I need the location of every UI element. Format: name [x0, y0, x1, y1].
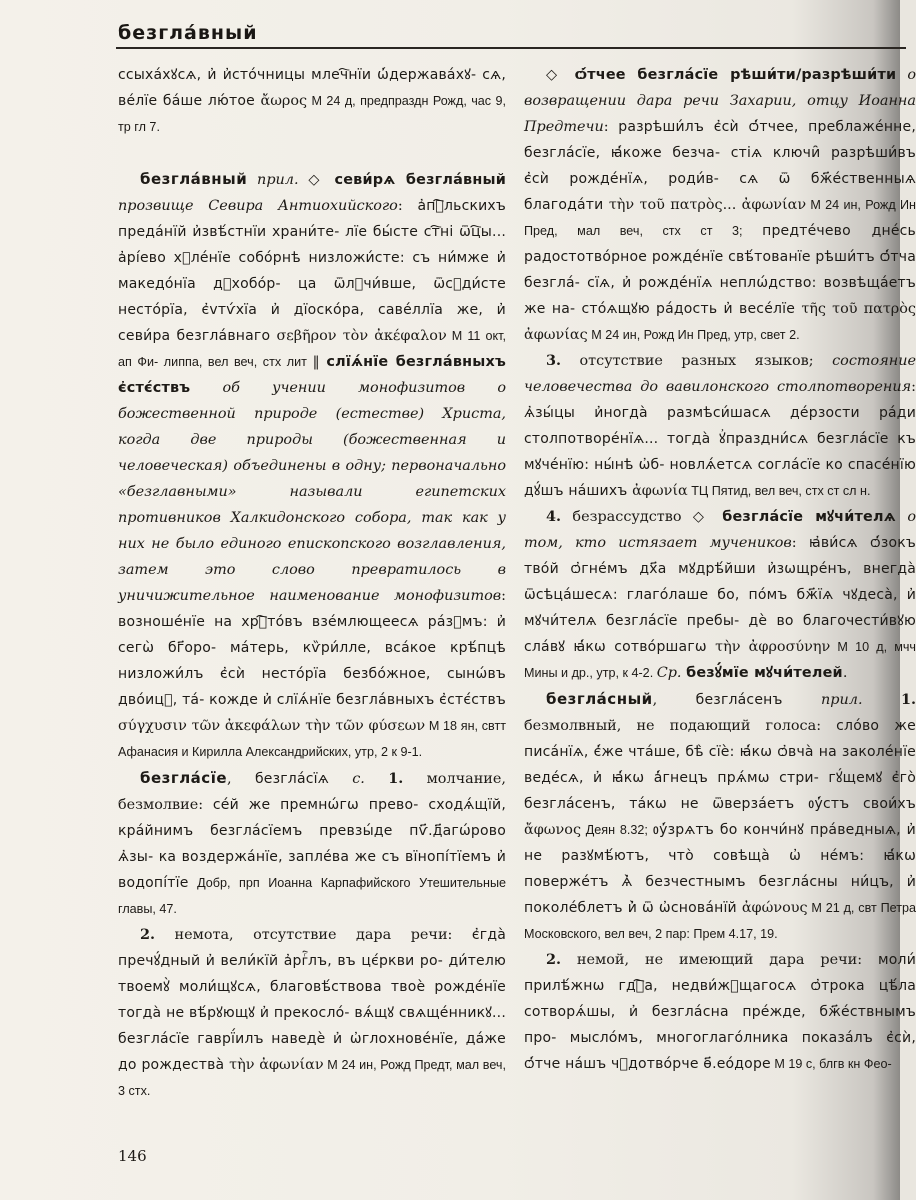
right-column: [524, 62, 916, 1077]
church-slavonic-quote: ꙗ҆ви́сѧ ѻ҆́зокъ тво́й ѻ҆гне́мъ дх҃а мꙋдрѣ́йши и҆зѡщре́нъ, внегда̀ ѿсѣца́шесѧ: глаго́лаше бо, по́мъ бж҃їѧ чꙋдеса̀, и҆ мꙋчи́телѧ безгла́сїе пребы- дѐ во благочести́вꙋю сла́вꙋ ꙗ҆́кѡ сотво́ршагѡ: [524, 535, 916, 655]
entry-bezglasie-sense-1: [118, 765, 506, 922]
definition-italic: об учении монофизитов о божественной природе (естестве) Христа, когда две природы (божественная и человеческая) объединены в одну; первоначально «безглавными» называли египетских противников Халкидонского собора, так как у них не было единого епископского возглавления, затем это слово превратилось в уничижительное наименование монофизитов: [118, 380, 506, 604]
entry-continuation: [118, 62, 506, 140]
greek-equivalent: σύγχυσιν τῶν ἀκεφάλων τὴν τῶν φύσεων: [118, 718, 426, 734]
entry-bezglasie-sense-3: [524, 348, 916, 504]
sense-number: 2.: [140, 926, 156, 943]
source-citation: М 18 ян, свтт Афанасия и Кирилла Александрийских, утр, 2 к 9-1.: [118, 719, 506, 759]
greek-equivalent: τὴν ἀφροσύνην: [715, 639, 831, 655]
left-column: [118, 62, 506, 1104]
sense-number: 1.: [900, 691, 916, 708]
church-slavonic-quote: предте́чево дне́сь радостотво́рное рожде́нїе свѣ́тованїе рѣши́тъ ѻ҆́тча безгла́- сїѧ, и҆ рожде́нїѧ неплѡ́дство: возвѣща́етъ же на- сто́ѧщꙋю ра́дость и҆ весе́лїе: [524, 223, 916, 317]
entry-bezglasny-sense-2: [524, 947, 916, 1077]
church-slavonic-phrase: безꙋ́мїе мꙋчи́телей: [686, 665, 843, 681]
plain-text: ◇: [308, 172, 335, 188]
plain-text: :: [501, 588, 506, 604]
entry-bezglasny-sense-1: [524, 686, 916, 947]
greek-equivalent: σεβῆρον τὸν ἀκέφαλον: [276, 328, 447, 344]
headword: безгла́вный: [140, 170, 248, 188]
source-citation: М 24 д, предпраздн Рожд, час 9, тр гл 7.: [118, 94, 506, 134]
sense-number: 1.: [388, 770, 404, 787]
greek-equivalent: τὴν ἀφωνίαν: [229, 1057, 324, 1073]
church-slavonic-quote: безгла́сенъ: [695, 692, 783, 708]
greek-equivalent: ἄφωνος: [524, 822, 582, 838]
church-slavonic-quote: ᲂу҆́зрѧтъ бо кончи́нꙋ пра́ведныѧ, и҆ не разꙋмѣ́ютъ, что̀ совѣща̀ ѡ҆ не́мъ: ꙗ҆́кѡ поверже́тъ ѧ҆̀ безчестнымъ безгла́сны ни́цъ, и҆ поколе́блетъ и҆̀ ѿ ѡ҆снова́нїй: [524, 822, 916, 916]
church-slavonic-quote: ссыха́хꙋсѧ, и҆ и҆сто́чницы млеч҇нїи ѡ҆́держава́хꙋ- сѧ, ве́лїе ба́ше лю́тое: [118, 67, 506, 109]
plain-text: молчание, безмолвие:: [118, 771, 506, 813]
source-citation: М 21 д, свт Петра Московского, вел веч, 2 пар: Прем 4.17, 19.: [524, 901, 916, 941]
plain-text: :: [911, 379, 916, 395]
definition-italic: прил.: [782, 692, 901, 708]
entry-bezglasie-sense-2: [118, 922, 506, 1104]
church-slavonic-quote: а҆пⷭ҇льскихъ преда́нїй и҆звѣ́стнїи храни́те- лїе бы́сте ст҇ні ѿц҇ы... а҆рі́ево хꙋле́нїе собо́рнѣ низложи́сте: съ ни́мже и҆ македо́нїа дꙋхобо́р- ца ѿлꙋчи́вше, ѿсꙋди́сте несто́рїа, є҆vтѵ́хїа и҆ дїоско́ра, саве́ллїа же, и҆ севи́ра безгла́внаго: [118, 198, 506, 344]
sense-number: 4.: [546, 508, 562, 525]
church-slavonic-quote: сло́во же писа́нїѧ, є҆́же чта́ше, бѣ̀ сїѐ: ꙗ҆́кѡ ѻ҆вча̀ на заколе́нїе веде́сѧ, и҆ ꙗ҆́кѡ а҆́гнецъ прѧ́мѡ стри- гꙋ́щемꙋ є҆го̀ безгла́сенъ, та́кѡ не ѿверза́етъ ᲂу҆́стъ свои́хъ: [524, 718, 916, 812]
source-citation: М 19 с, блгв кн Фео-: [770, 1057, 892, 1071]
sense-number: 2.: [546, 951, 562, 968]
church-slavonic-phrase: безгла́сїе мꙋчи́телѧ: [722, 509, 896, 525]
running-head: безгла́вный: [118, 22, 258, 44]
source-citation: М 24 ин, Рожд Предт, мал веч, 3 стх.: [118, 1058, 506, 1098]
headword: безгла́сїе: [140, 769, 228, 787]
plain-text: .: [842, 665, 848, 681]
source-citation: М 10 д, мчч Мины и др., утр, к 4-2.: [524, 640, 916, 680]
plain-text: ‖: [312, 354, 327, 370]
definition-italic: с.: [328, 771, 389, 787]
source-citation: М 24 ин, Рожд Ин Пред, утр, свет 2.: [587, 328, 800, 342]
plain-text: безмолвный, не подающий голоса:: [524, 718, 837, 734]
plain-text: ,: [227, 771, 255, 787]
source-citation: Добр, прп Иоанна Карпафийского Утешительные главы, 47.: [118, 876, 506, 916]
plain-text: немота, отсутствие дара речи:: [155, 927, 472, 943]
church-slavonic-quote: моли́ прилѣ́жнѡ гдⷭ҇а, недви́жꙋщагосѧ ѻ҆трока цѣ́ла сотворѧ́шы, и҆ безгла́сна пре́жде, бж҃е́ствнымъ про- мысло́мъ, многоглаго́лника показа́лъ є҆сѝ, ѻ҆́тче на́шъ чꙋдотво́рче ѳ҃.ео́доре: [524, 952, 916, 1072]
church-slavonic-quote: є҆гда̀ пречꙋ́дный и҆ вели́кїй а҆ргⷢ҇лъ, въ цє́ркви ро- ди́телю твоемꙋ̀ моли́щꙋсѧ, благовѣ́ствова твоѐ рожде́нїе тогда̀ не вѣ́рꙋющꙋ и҆ прекосло́- вѧ́щꙋ свѧще́нникꙋ... безгла́сїе гаврї́илъ наведѐ и҆ ѡ҆глохнове́нїе, да́же до рождества̀: [118, 927, 506, 1073]
plain-text: :: [791, 535, 809, 551]
definition-italic: Ср.: [656, 665, 682, 681]
greek-equivalent: τῆς τοῦ πατρὸς ἀφωνίας: [524, 301, 916, 343]
plain-text: :: [603, 119, 619, 135]
definition-italic: состояние человечества до вавилонского столпотворения: [524, 353, 916, 395]
definition-italic: прил.: [247, 172, 309, 188]
entry-bezglavny: [118, 166, 506, 765]
church-slavonic-quote: се́й же премнѡ́гѡ прево- сходѧ́щїй, кра́йнимъ безгла́сїемъ превзы́де пѵ҃.д҃агѡ́рово ѧ҆зы- ка воздержа́нїе, запле́ва же съ вїнопі́тїемъ и҆ водопі́тїе: [118, 797, 506, 891]
church-slavonic-phrase: слїѧ́нїе безгла́вныхъ є҆стє́ствъ: [118, 354, 506, 396]
sense-number: 3.: [546, 352, 562, 369]
plain-text: ◇: [546, 67, 575, 83]
entry-bezglasie-phrase-otchee: [524, 62, 916, 348]
source-citation: М 24 ин, Рожд Ин Пред, мал веч, стх ст 3;: [524, 198, 916, 238]
church-slavonic-quote: возноше́нїе на хрⷭ҇то́въ взе́млющеесѧ ра́зꙋмъ: и҆ сегѡ̀ бг҃оро- ма́терь, кѷри́лле, вса́кое крѣ́пцѣ низложи́лъ є҆сѝ несто́рїа безбо́жное, сынѡ́въ дво́ицꙋ, та́- кожде и҆ слїѧ́нїе безгла́вныхъ є҆стє́ствъ: [118, 614, 506, 708]
church-slavonic-quote: разрѣши́лъ є҆сѝ ѻ҆́тчее, преблаже́нне, безгла́сїе, ꙗ҆́коже безча- стіѧ ключи̑ разрѣши́въ є҆сѝ рожде́нїѧ, роди́в- сѧ ѿ бж҃е́ственныѧ благода́ти: [524, 119, 916, 213]
plain-text: :: [397, 198, 418, 214]
plain-text: отсутствие разных языков;: [561, 353, 833, 369]
header-rule: [116, 47, 906, 49]
page-number: 146: [118, 1147, 147, 1165]
source-citation: ТЦ Пятид, вел веч, стх ст сл н.: [687, 484, 871, 498]
greek-equivalent: ἄωρος: [260, 93, 308, 109]
church-slavonic-quote: ѧ҆зы́цы и҆ногда̀ размѣси́шасѧ де́рзости ра́ди столпотворе́нїѧ... тогда̀ ꙋ҆праздни́сѧ безгла́сїе къ мꙋче́нїю: ны́нѣ ѡ҆б- новлѧ́етсѧ согла́сїе ко спасе́нїю дꙋ́шъ на́шихъ: [524, 405, 916, 499]
source-citation: М 11 окт, ап Фи- липпа, вел веч, стх лит: [118, 329, 506, 369]
plain-text: немой, не имеющий дара речи:: [561, 952, 879, 968]
headword: безгла́сный: [546, 690, 653, 708]
source-citation: Деян 8.32;: [581, 823, 653, 837]
definition-italic: прозвище Севира Антиохийского: [118, 198, 398, 214]
entry-bezglasie-sense-4: [524, 504, 916, 686]
definition-italic: о возвращении дара речи Захарии, отцу Иоанна Предтечи: [524, 67, 916, 135]
church-slavonic-phrase: ѻ҆́тчее безгла́сїе рѣши́ти/разрѣши́ти: [574, 67, 897, 83]
plain-text: ◇: [692, 509, 723, 525]
plain-text: безрассудство: [561, 509, 693, 525]
church-slavonic-phrase: севи́рѧ безгла́вный: [334, 172, 506, 188]
definition-italic: о том, кто истязает мучеников: [524, 509, 916, 551]
plain-text: ,: [652, 692, 696, 708]
greek-equivalent: ἀφώνους: [741, 900, 808, 916]
greek-equivalent: τὴν τοῦ πατρὸς... ἀφωνίαν: [608, 197, 807, 213]
greek-equivalent: ἀφωνία: [632, 483, 688, 499]
church-slavonic-quote: безгла́сїѧ: [254, 771, 329, 787]
